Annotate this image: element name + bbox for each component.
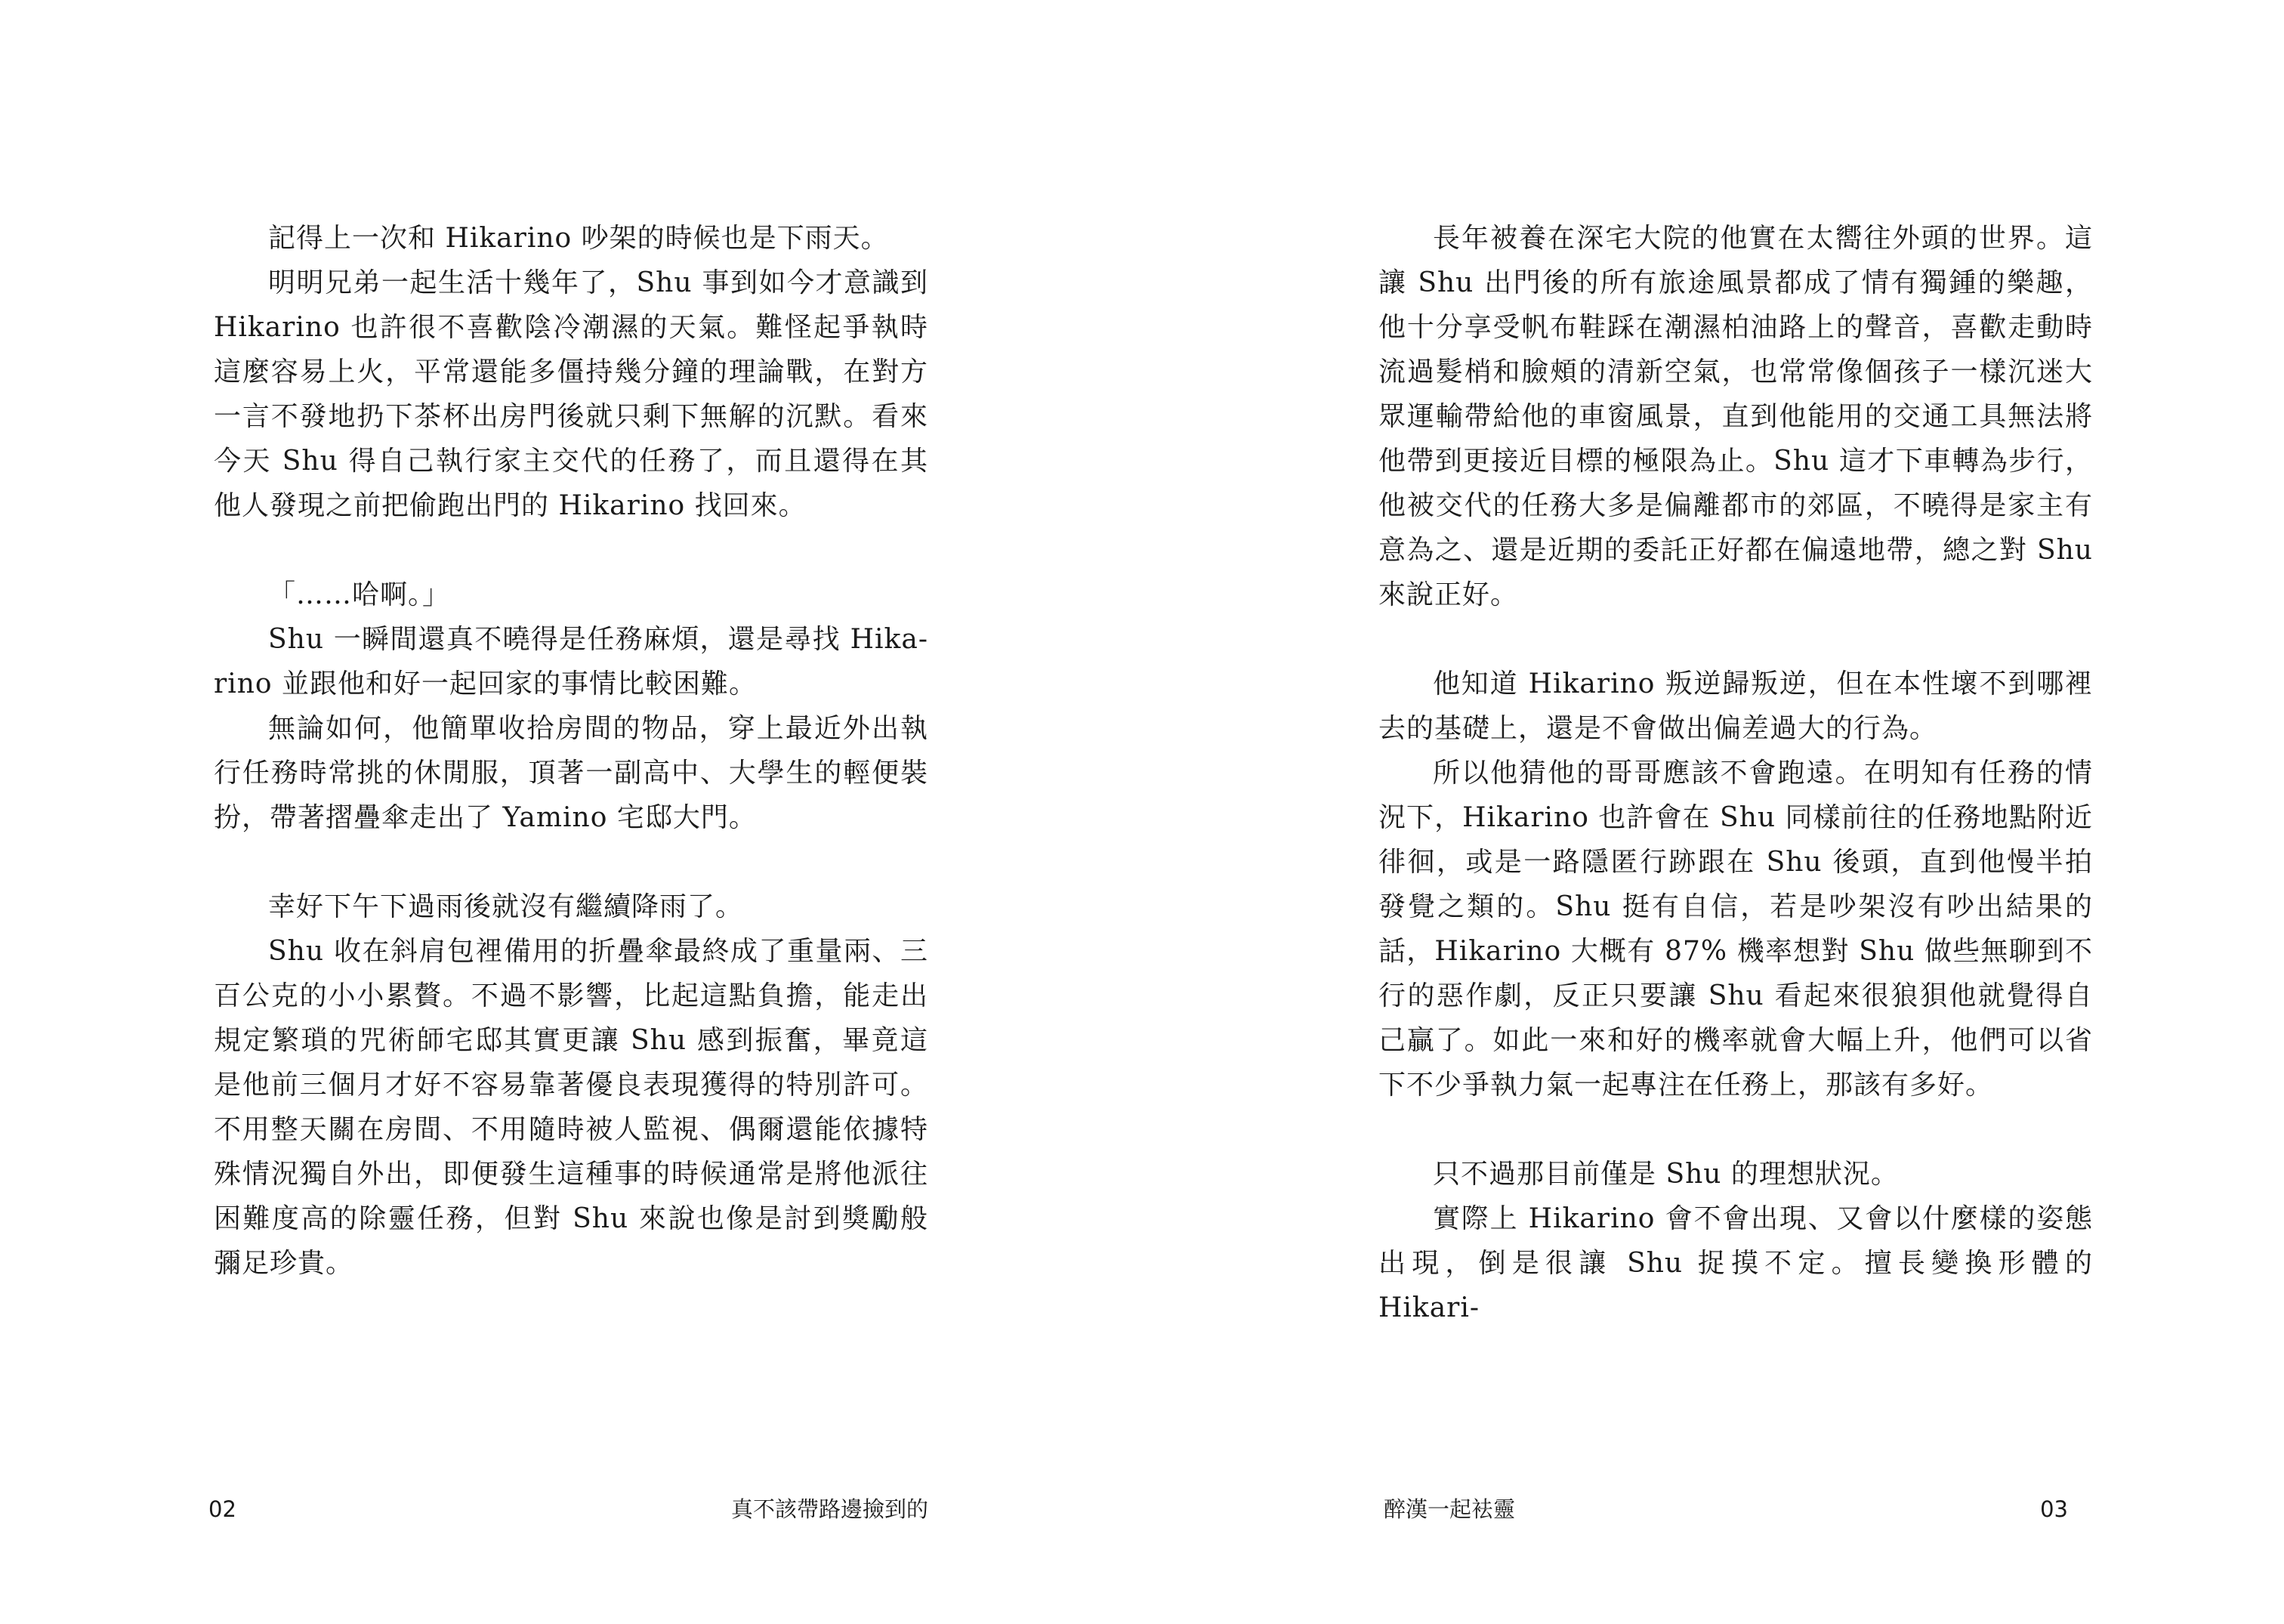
paragraph: 「……哈啊。」 bbox=[268, 579, 451, 610]
paragraph: Shu 收在斜肩包裡備用的折疊傘最終成了重量兩、三百公克的小小累贅。不過不影響，比起這點負擔，能走出規定繁瑣的咒術師宅邸其實更讓 Shu 感到振奮，畢竟這是他前三個月才好不容易靠著優良表現獲得的特別許可。不用整天關在房間、不用隨時被人監視、偶爾還能依據特殊情況獨自外出，即便發生這種事的時候通常是將他派往困難度高的除靈任務，但對 Shu 來說也像是討到獎勵般彌足珍貴。 bbox=[214, 936, 928, 1279]
paragraph: 只不過那目前僅是 Shu 的理想狀況。 bbox=[1433, 1159, 1899, 1190]
left-page-body bbox=[214, 216, 928, 1286]
page-number: 02 bbox=[208, 1496, 236, 1522]
paragraph: Shu 一瞬間還真不曉得是任務麻煩，還是尋找 Hika-rino 並跟他和好一起回家的事情比較困難。 bbox=[214, 624, 928, 699]
running-title: 醉漢一起袪靈 bbox=[1384, 1496, 1516, 1522]
paragraph: 長年被養在深宅大院的他實在太嚮往外頭的世界。這讓 Shu 出門後的所有旅途風景都成了情有獨鍾的樂趣，他十分享受帆布鞋踩在潮濕柏油路上的聲音，喜歡走動時流過髮梢和臉頰的清新空氣，也常常像個孩子一樣沉迷大眾運輸帶給他的車窗風景，直到他能用的交通工具無法將他帶到更接近目標的極限為止。Shu 這才下車轉為步行，他被交代的任務大多是偏離都市的郊區，不曉得是家主有意為之、還是近期的委託正好都在偏遠地帶，總之對 Shu 來說正好。 bbox=[1378, 223, 2093, 610]
paragraph: 所以他猜他的哥哥應該不會跑遠。在明知有任務的情況下，Hikarino 也許會在 Shu 同樣前往的任務地點附近徘徊，或是一路隱匿行跡跟在 Shu 後頭，直到他慢半拍發覺之類的。Shu 挺有自信，若是吵架沒有吵出結果的話，Hikarino 大概有 87% 機率想對 Shu 做些無聊到不行的惡作劇，反正只要讓 Shu 看起來很狼狽他就覺得自己贏了。如此一來和好的機率就會大幅上升，他們可以省下不少爭執力氣一起專注在任務上，那該有多好。 bbox=[1378, 758, 2093, 1101]
right-page bbox=[1142, 0, 2284, 1624]
right-page-body bbox=[1378, 216, 2093, 1330]
paragraph: 明明兄弟一起生活十幾年了，Shu 事到如今才意識到 Hikarino 也許很不喜歡陰冷潮濕的天氣。難怪起爭執時這麼容易上火，平常還能多僵持幾分鐘的理論戰，在對方一言不發地扔下茶杯出房門後就只剩下無解的沉默。看來今天 Shu 得自己執行家主交代的任務了，而且還得在其他人發現之前把偷跑出門的 Hikarino 找回來。 bbox=[214, 267, 928, 521]
page-number: 03 bbox=[2040, 1496, 2068, 1522]
running-title: 真不該帶路邊撿到的 bbox=[730, 1496, 928, 1522]
paragraph: 他知道 Hikarino 叛逆歸叛逆，但在本性壞不到哪裡去的基礎上，還是不會做出偏差過大的行為。 bbox=[1378, 668, 2093, 744]
paragraph: 實際上 Hikarino 會不會出現、又會以什麼樣的姿態出現，倒是很讓 Shu 捉摸不定。擅長變換形體的 Hikari- bbox=[1378, 1203, 2093, 1323]
paragraph: 無論如何，他簡單收拾房間的物品，穿上最近外出執行任務時常挑的休閒服，頂著一副高中、大學生的輕便裝扮，帶著摺疊傘走出了 Yamino 宅邸大門。 bbox=[214, 713, 928, 833]
paragraph: 記得上一次和 Hikarino 吵架的時候也是下雨天。 bbox=[268, 223, 889, 254]
paragraph: 幸好下午下過雨後就沒有繼續降雨了。 bbox=[268, 891, 744, 922]
